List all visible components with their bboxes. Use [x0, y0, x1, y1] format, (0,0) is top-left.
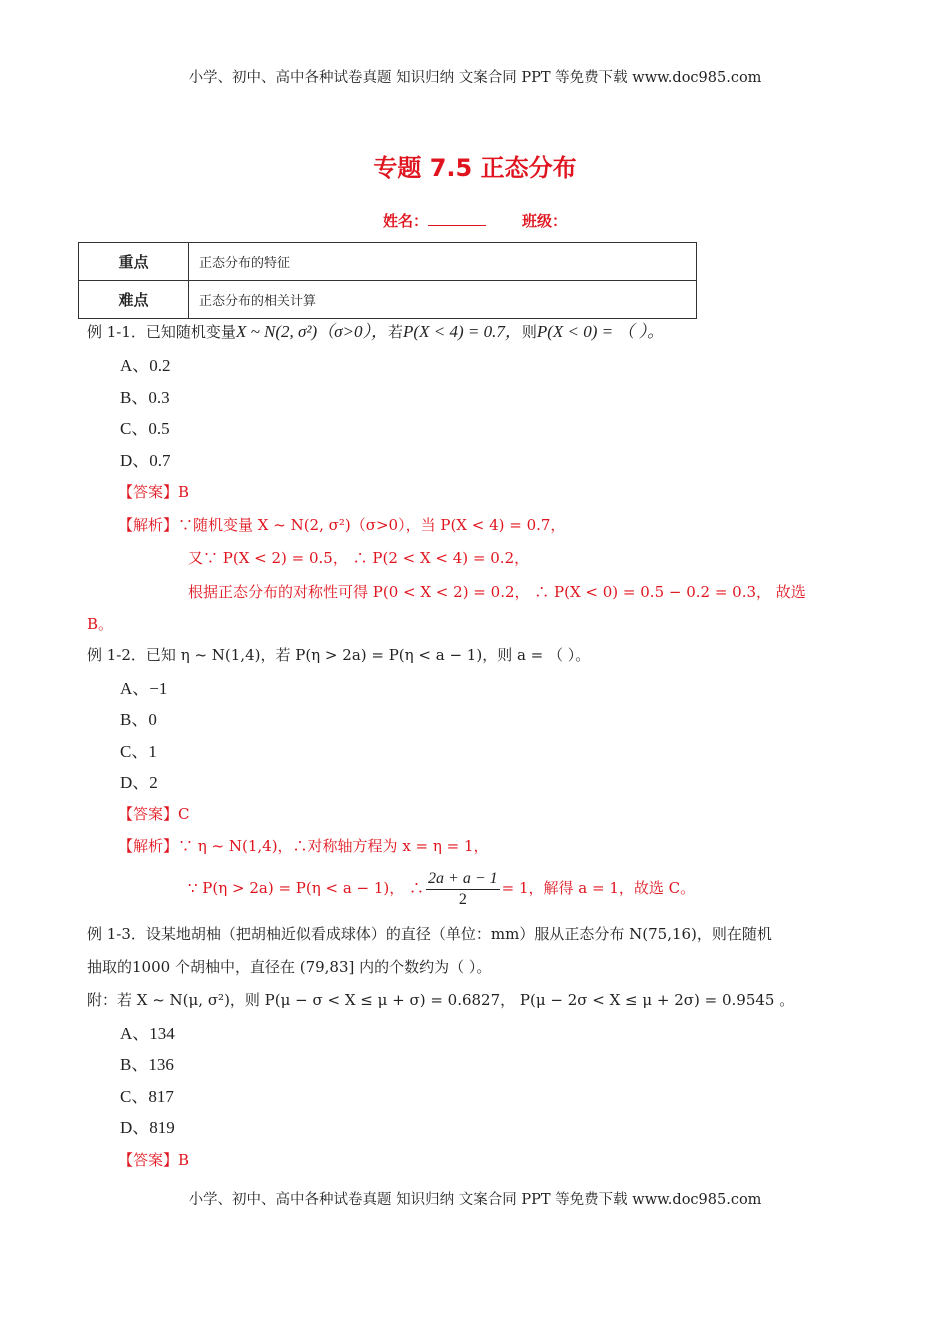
fraction-numerator: 2a + a − 1: [426, 869, 500, 890]
stem-text: 若: [388, 323, 404, 341]
name-class-row: [0, 211, 950, 231]
answer-tag: 【答案】: [118, 805, 179, 823]
name-label: 姓名：: [382, 212, 428, 230]
option-d: D、819: [120, 1118, 175, 1137]
table-row: [79, 281, 697, 319]
option-d: D、0.7: [120, 451, 171, 470]
fraction-denominator: 2: [458, 890, 467, 908]
option-c: C、0.5: [120, 419, 170, 438]
question-1-stem: [87, 322, 664, 342]
option-b: B、0: [120, 710, 157, 729]
analysis-text: ∵ η ~ N(1,4)，∴对称轴方程为 x = η = 1，: [178, 837, 489, 855]
analysis-1-line-2: 又∵ P(X < 2) = 0.5， ∴ P(2 < X < 4) = 0.2，: [188, 549, 530, 567]
fraction: [426, 869, 500, 910]
question-3-line-1: 例 1-3．设某地胡柚（把胡柚近似看成球体）的直径（单位：mm）服从正态分布 N(75,16)，则在随机: [87, 925, 772, 943]
stem-text: 例 1-1．已知随机变量: [87, 323, 236, 341]
analysis-2-line-1: [118, 836, 489, 856]
page-footer: 小学、初中、高中各种试卷真题 知识归纳 文案合同 PPT 等免费下载 www.doc985.com: [188, 1192, 762, 1208]
analysis-1-line-4: B。: [87, 615, 114, 633]
question-3-line-2: 抽取的1000 个胡柚中，直径在 (79,83] 内的个数约为（ ）。: [87, 958, 492, 976]
page-title: 专题 7.5 正态分布: [373, 154, 577, 182]
math: X ~ N(2, σ²)（σ>0），: [235, 322, 389, 341]
option-c: C、817: [120, 1087, 174, 1106]
math: P(X < 0) = （ ）。: [536, 322, 665, 341]
option-b: B、0.3: [120, 388, 170, 407]
key-points-table: [78, 242, 697, 319]
option-b: B、136: [120, 1055, 174, 1074]
analysis-text: ∵随机变量 X ~ N(2, σ²)（σ>0），当 P(X < 4) = 0.7，: [178, 516, 566, 534]
answer-2: [118, 804, 190, 824]
option-a: A、0.2: [120, 356, 171, 375]
question-3-line-3: 附：若 X ~ N(μ, σ²)，则 P(μ − σ < X ≤ μ + σ) = 0.6827， P(μ − 2σ < X ≤ μ + 2σ) = 0.9545 。: [87, 991, 795, 1009]
page-header: 小学、初中、高中各种试卷真题 知识归纳 文案合同 PPT 等免费下载 www.doc985.com: [188, 70, 762, 86]
row-value: 正态分布的特征: [189, 243, 697, 281]
analysis-text: = 1，解得 a = 1，故选 C。: [501, 879, 696, 897]
answer-3: [118, 1150, 189, 1170]
analysis-2-line-2: [188, 868, 695, 910]
answer-value: C: [178, 805, 190, 823]
class-label: 班级：: [522, 212, 568, 230]
stem-text: 则: [521, 323, 537, 341]
option-c: C、1: [120, 742, 157, 761]
analysis-tag: 【解析】: [118, 837, 179, 855]
answer-1: [118, 482, 189, 502]
question-2-stem: 例 1-2．已知 η ~ N(1,4)，若 P(η > 2a) = P(η < a − 1)，则 a = （ ）。: [87, 646, 591, 664]
row-key: 重点: [79, 243, 189, 281]
analysis-text: ∵ P(η > 2a) = P(η < a − 1)， ∴: [188, 879, 425, 897]
option-d: D、2: [120, 773, 158, 792]
analysis-1-line-3: 根据正态分布的对称性可得 P(0 < X < 2) = 0.2， ∴ P(X < 0) = 0.5 − 0.2 = 0.3， 故选: [188, 583, 806, 601]
option-a: A、−1: [120, 679, 168, 698]
name-blank: [428, 211, 486, 226]
answer-tag: 【答案】: [118, 1151, 179, 1169]
answer-value: B: [178, 483, 190, 501]
analysis-tag: 【解析】: [118, 516, 179, 534]
row-value: 正态分布的相关计算: [189, 281, 697, 319]
answer-tag: 【答案】: [118, 483, 179, 501]
option-a: A、134: [120, 1024, 175, 1043]
analysis-1-line-1: [118, 515, 565, 535]
table-row: [79, 243, 697, 281]
answer-value: B: [178, 1151, 190, 1169]
row-key: 难点: [79, 281, 189, 319]
math: P(X < 4) = 0.7，: [403, 322, 522, 341]
